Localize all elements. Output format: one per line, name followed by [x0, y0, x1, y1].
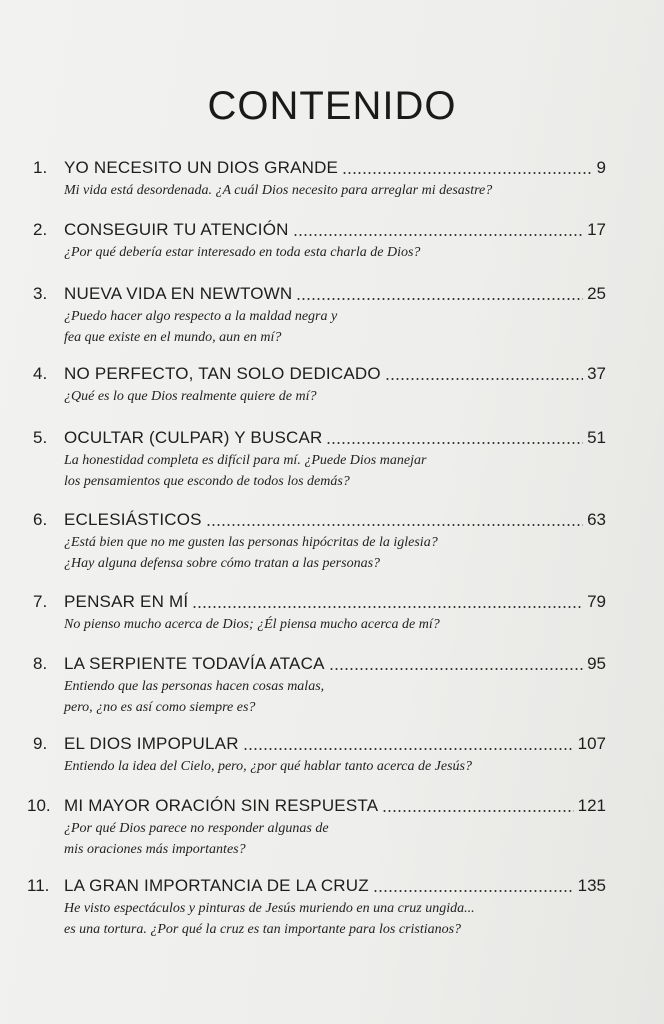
chapter-subtitle — [64, 818, 624, 860]
dot-leader — [385, 378, 583, 380]
dot-leader — [342, 172, 592, 174]
dot-leader — [329, 668, 583, 670]
chapter-subtitle — [64, 532, 624, 574]
chapter-title: ECLESIÁSTICOS — [64, 510, 202, 529]
chapter-line — [64, 282, 606, 306]
chapter-subtitle-line: ¿Hay alguna defensa sobre cómo tratan a las personas? — [64, 556, 381, 571]
chapter-number: 6. — [33, 510, 48, 529]
chapter-number: 5. — [33, 428, 48, 447]
chapter-subtitle — [64, 242, 624, 263]
chapter-line — [64, 426, 606, 450]
chapter-line — [64, 218, 606, 242]
chapter-subtitle — [64, 756, 624, 777]
chapter-number: 1. — [33, 158, 48, 177]
chapter-subtitle — [64, 676, 624, 718]
chapter-line — [64, 874, 606, 898]
page-number: 121 — [577, 796, 606, 815]
chapter-title: MI MAYOR ORACIÓN SIN RESPUESTA — [64, 796, 379, 815]
toc-entry-heading — [0, 426, 664, 450]
toc-entry-heading — [0, 362, 664, 386]
chapter-title: NO PERFECTO, TAN SOLO DEDICADO — [64, 364, 381, 383]
chapter-subtitle-line: ¿Puedo hacer algo respecto a la maldad negra y — [64, 309, 338, 324]
chapter-number: 7. — [33, 592, 48, 611]
toc-entry-heading — [0, 794, 664, 818]
page-title: CONTENIDO — [207, 84, 457, 128]
page-number: 107 — [577, 734, 606, 753]
chapter-subtitle — [64, 306, 624, 348]
chapter-subtitle — [64, 898, 624, 940]
chapter-subtitle-line: Entiendo que las personas hacen cosas malas, — [64, 679, 325, 694]
chapter-number: 9. — [33, 734, 48, 753]
chapter-title: NUEVA VIDA EN NEWTOWN — [64, 284, 293, 303]
chapter-number: 11. — [27, 876, 50, 895]
page-number: 135 — [577, 876, 606, 895]
chapter-title: EL DIOS IMPOPULAR — [64, 734, 239, 753]
dot-leader — [326, 442, 583, 444]
chapter-subtitle-line: No pienso mucho acerca de Dios; ¿Él piensa mucho acerca de mí? — [64, 617, 440, 632]
dot-leader — [293, 234, 583, 236]
page-number: 25 — [587, 284, 606, 303]
chapter-subtitle-line: ¿Está bien que no me gusten las personas hipócritas de la iglesia? — [64, 535, 438, 550]
chapter-line — [64, 156, 606, 180]
toc-entry-heading — [0, 218, 664, 242]
chapter-title: LA GRAN IMPORTANCIA DE LA CRUZ — [64, 876, 369, 895]
page-number: 63 — [587, 510, 606, 529]
chapter-subtitle-line: Entiendo la idea del Cielo, pero, ¿por qué hablar tanto acerca de Jesús? — [64, 759, 473, 774]
chapter-subtitle-line: ¿Qué es lo que Dios realmente quiere de mí? — [64, 389, 317, 404]
chapter-subtitle-line: los pensamientos que escondo de todos los demás? — [64, 474, 350, 489]
chapter-title: YO NECESITO UN DIOS GRANDE — [64, 158, 339, 177]
chapter-subtitle-line: es una tortura. ¿Por qué la cruz es tan importante para los cristianos? — [64, 922, 462, 937]
chapter-number: 2. — [33, 220, 48, 239]
toc-entry-heading — [0, 874, 664, 898]
page-number: 17 — [587, 220, 606, 239]
chapter-number: 10. — [27, 796, 51, 815]
chapter-subtitle-line: ¿Por qué Dios parece no responder algunas de — [64, 821, 329, 836]
chapter-line — [64, 590, 606, 614]
chapter-number: 3. — [33, 284, 48, 303]
chapter-title: LA SERPIENTE TODAVÍA ATACA — [64, 654, 325, 673]
chapter-line — [64, 362, 606, 386]
dot-leader — [192, 606, 583, 608]
chapter-subtitle — [64, 614, 624, 635]
chapter-subtitle-line: ¿Por qué debería estar interesado en toda esta charla de Dios? — [64, 245, 421, 260]
dot-leader — [382, 810, 573, 812]
chapter-subtitle-line: He visto espectáculos y pinturas de Jesús muriendo en una cruz ungida... — [64, 901, 475, 916]
dot-leader — [296, 298, 583, 300]
chapter-subtitle-line: La honestidad completa es difícil para mí. ¿Puede Dios manejar — [64, 453, 427, 468]
toc-entry-heading — [0, 156, 664, 180]
page-number: 9 — [596, 158, 606, 177]
chapter-title: CONSEGUIR TU ATENCIÓN — [64, 220, 289, 239]
page-number: 51 — [587, 428, 606, 447]
toc-entry-heading — [0, 590, 664, 614]
chapter-line — [64, 794, 606, 818]
chapter-subtitle-line: mis oraciones más importantes? — [64, 842, 246, 857]
chapter-subtitle-line: Mi vida está desordenada. ¿A cuál Dios necesito para arreglar mi desastre? — [64, 183, 493, 198]
chapter-number: 4. — [33, 364, 48, 383]
dot-leader — [243, 748, 574, 750]
page-number: 95 — [587, 654, 606, 673]
dot-leader — [206, 524, 583, 526]
toc-entry-heading — [0, 652, 664, 676]
dot-leader — [373, 890, 574, 892]
chapter-subtitle-line: pero, ¿no es así como siempre es? — [64, 700, 256, 715]
chapter-line — [64, 732, 606, 756]
chapter-subtitle — [64, 386, 624, 407]
chapter-subtitle — [64, 180, 624, 201]
toc-entry-heading — [0, 508, 664, 532]
toc-entry-heading — [0, 732, 664, 756]
toc-entry-heading — [0, 282, 664, 306]
chapter-number: 8. — [33, 654, 48, 673]
chapter-subtitle-line: fea que existe en el mundo, aun en mí? — [64, 330, 282, 345]
chapter-title: PENSAR EN MÍ — [64, 592, 189, 611]
page-number: 37 — [587, 364, 606, 383]
chapter-title: OCULTAR (CULPAR) Y BUSCAR — [64, 428, 323, 447]
page-number: 79 — [587, 592, 606, 611]
chapter-line — [64, 508, 606, 532]
chapter-line — [64, 652, 606, 676]
chapter-subtitle — [64, 450, 624, 492]
